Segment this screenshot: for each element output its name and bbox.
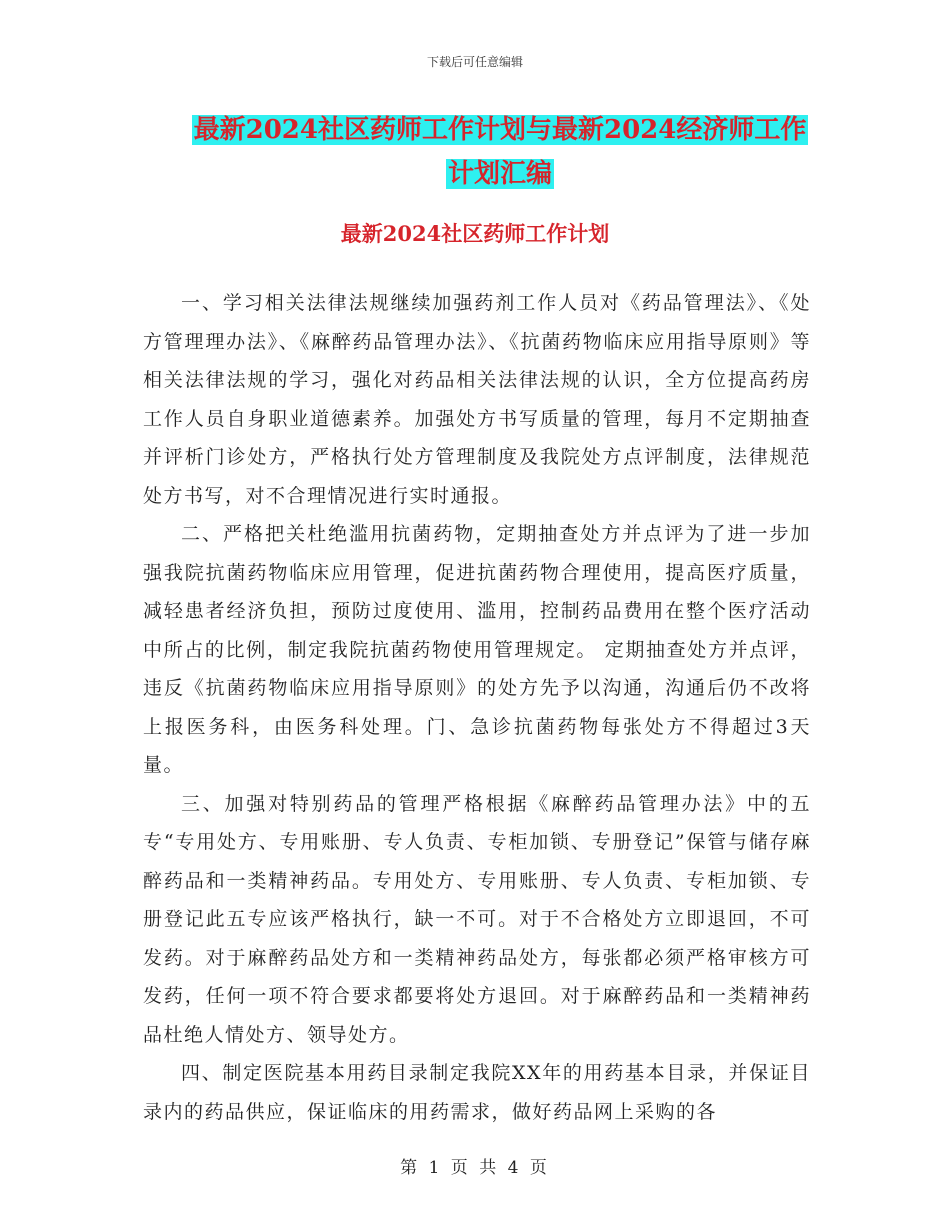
paragraph-3: 三、加强对特别药品的管理严格根据《麻醉药品管理办法》中的五专“专用处方、专用账册、专人负责、专柜加锁、专册登记”保管与储存麻醉药品和一类精神药品。专用处方、专用账册、专人负责、专柜加锁、专册登记此五专应该严格执行，缺一不可。对于不合格处方立即退回，不可发药。对于麻醉药品处方和一类精神药品处方，每张都必须严格审核方可发药，任何一项不符合要求都要将处方退回。对于麻醉药品和一类精神药品杜绝人情处方、领导处方。 [143, 792, 811, 1046]
document-title [140, 108, 860, 196]
paragraph-1: 一、学习相关法律法规继续加强药剂工作人员对《药品管理法》、《处方管理理办法》、《麻醉药品管理办法》、《抗菌药物临床应用指导原则》等相关法律法规的学习，强化对药品相关法律法规的认识，全方位提高药房工作人员自身职业道德素养。加强处方书写质量的管理，每月不定期抽查并评析门诊处方，严格执行处方管理制度及我院处方点评制度，法律规范处方书写，对不合理情况进行实时通报。 [143, 292, 811, 507]
paragraph-2: 二、严格把关杜绝滥用抗菌药物，定期抽查处方并点评为了进一步加强我院抗菌药物临床应用管理，促进抗菌药物合理使用，提高医疗质量，减轻患者经济负担，预防过度使用、滥用，控制药品费用在整个医疗活动中所占的比例，制定我院抗菌药物使用管理规定。 定期抽查处方并点评，违反《抗菌药物临床应用指导原则》的处方先予以沟通，沟通后仍不改将上报医务科，由医务科处理。门、急诊抗菌药物每张处方不得超过3天量。 [143, 523, 811, 776]
page-footer: 第 1 页 共 4 页 [400, 1158, 550, 1178]
document-title-line1: 最新2024社区药师工作计划与最新2024经济师工作 [193, 115, 807, 145]
header-note: 下载后可任意编辑 [426, 55, 523, 69]
paragraph-4: 四、制定医院基本用药目录制定我院XX年的用药基本目录，并保证目录内的药品供应，保证临床的用药需求，做好药品网上采购的各 [143, 1062, 811, 1123]
section-title: 最新2024社区药师工作计划 [340, 221, 610, 246]
document-body [143, 284, 811, 1131]
document-title-line2: 计划汇编 [447, 159, 552, 189]
